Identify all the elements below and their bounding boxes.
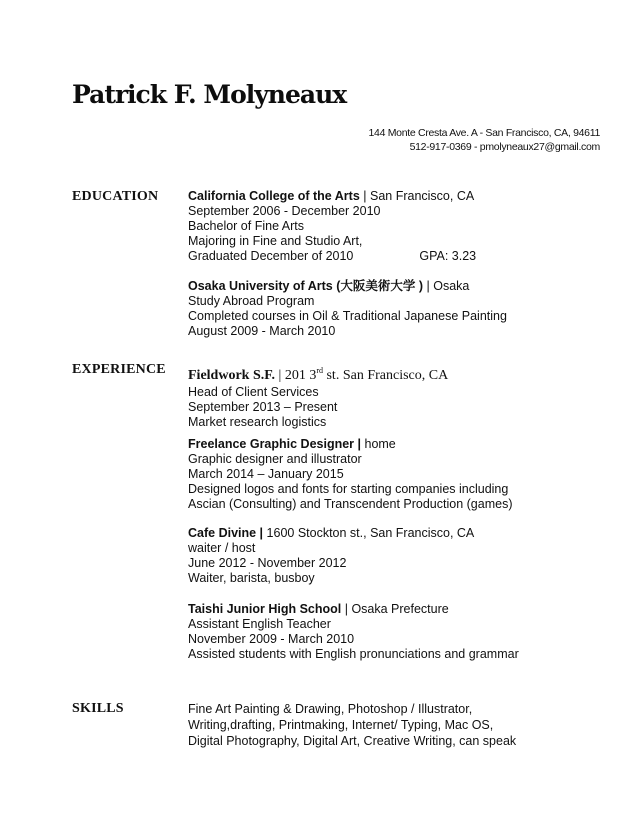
experience-entry [188,602,608,662]
employer-location: home [361,437,396,451]
entry-line: Majoring in Fine and Studio Art, [188,234,363,248]
entry-line: Ascian (Consulting) and Transcendent Production (games) [188,497,513,511]
skills-list [188,701,608,749]
section-label-experience: EXPERIENCE [72,362,166,377]
employer-location: | Osaka Prefecture [341,602,449,616]
entry-line: November 2009 - March 2010 [188,632,355,646]
entry-heading [188,437,608,452]
employer-location: 1600 Stockton st., San Francisco, CA [263,526,475,540]
employer-name: Fieldwork S.F. [188,368,275,383]
separator: | [423,279,434,293]
entry-heading [188,526,608,541]
applicant-name: Patrick F. Molyneaux [72,80,347,109]
skills-line: Fine Art Painting & Drawing, Photoshop / Illustrator, [188,702,473,716]
address: 144 Monte Cresta Ave. A - San Francisco, CA, 94611 [368,127,600,139]
school-name: Osaka University of Arts (大阪美術大学 ) [188,279,424,293]
school-location: Osaka [433,279,470,293]
employer-name: Cafe Divine | [188,526,264,540]
entry-line: Designed logos and fonts for starting companies including [188,482,509,496]
employer-location-rest: st. San Francisco, CA [322,368,449,383]
entry-line: Head of Client Services [188,385,319,399]
graduation-date: Graduated December of 2010 [188,249,354,263]
entry-line: Assistant English Teacher [188,617,331,631]
section-label-skills: SKILLS [72,701,124,716]
entry-line: Bachelor of Fine Arts [188,219,305,233]
education-entry [188,189,608,264]
ordinal-suffix: rd [316,366,323,375]
entry-heading [188,362,608,385]
entry-line: Assisted students with English pronunciations and grammar [188,647,519,661]
section-label-education: EDUCATION [72,189,159,204]
experience-entry [188,437,608,512]
school-location: San Francisco, CA [369,189,475,203]
contact-info [369,126,601,154]
entry-line: March 2014 – January 2015 [188,467,344,481]
entry-line: June 2012 - November 2012 [188,556,347,570]
entry-line: Market research logistics [188,415,327,429]
employer-location: 201 3 [284,368,317,383]
entry-heading [188,602,608,617]
entry-heading [188,279,608,294]
entry-line [188,249,608,264]
skills-line: Digital Photography, Digital Art, Creative Writing, can speak [188,734,517,748]
separator: | [275,368,285,383]
entry-line: Study Abroad Program [188,294,315,308]
entry-line: August 2009 - March 2010 [188,324,336,338]
education-entry [188,279,608,339]
gpa: GPA: 3.23 [419,249,477,263]
entry-line: Waiter, barista, busboy [188,571,315,585]
employer-name: Taishi Junior High School [188,602,342,616]
entry-line: waiter / host [188,541,256,555]
school-name: California College of the Arts [188,189,360,203]
employer-name: Freelance Graphic Designer | [188,437,362,451]
entry-line: Completed courses in Oil & Traditional Japanese Painting [188,309,507,323]
entry-line: Graphic designer and illustrator [188,452,362,466]
separator: | [359,189,370,203]
experience-entry [188,526,608,586]
experience-entry [188,362,608,430]
entry-line: September 2013 – Present [188,400,338,414]
entry-line: September 2006 - December 2010 [188,204,381,218]
skills-line: Writing,drafting, Printmaking, Internet/ Typing, Mac OS, [188,718,494,732]
entry-heading [188,189,608,204]
phone-email: 512-917-0369 - pmolyneaux27@gmail.com [409,141,600,153]
